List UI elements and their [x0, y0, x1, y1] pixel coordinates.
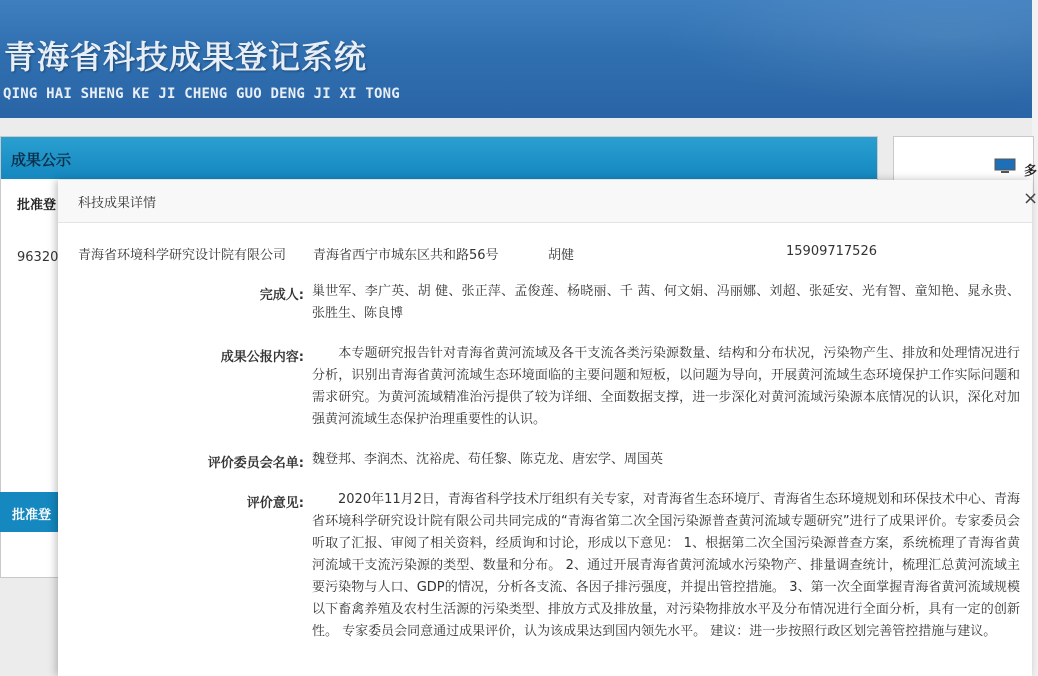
field-value-committee: 魏登邦、李润杰、沈裕虎、苟任黎、陈克龙、唐宏学、周国英 — [312, 452, 664, 467]
results-panel-title: 成果公示 — [11, 151, 72, 169]
results-panel-header — [1, 137, 877, 179]
system-title-pinyin: QING HAI SHENG KE JI CHENG GUO DENG JI XI TONG — [3, 86, 400, 102]
column-header: 批准登 — [17, 198, 57, 213]
organization-name: 青海省环境科学研究设计院有限公司 — [78, 248, 287, 263]
side-panel-label: 多 — [1024, 164, 1038, 179]
field-value-bulletin: 本专题研究报告针对青海省黄河流域及各干支流各类污染源数量、结构和分布状况，污染物产生、排放和处理情况进行分析，识别出青海省黄河流域生态环境面临的主要问题和短板，以问题为导向，开展黄河流域生态环境保护工作实际问题和需求研究。为黄河流域精准治污提供了较为详细、全面数据支撑，进一步深化对黄河流域污染源本底情况的认识，深化对加强黄河流域生态保护治理重要性的认识。 — [312, 346, 1020, 427]
bottom-section-label: 批准登 — [12, 508, 52, 523]
contact-phone: 15909717526 — [786, 244, 877, 259]
field-label-completers: 完成人: — [259, 288, 304, 303]
field-label-evaluation: 评价意见: — [246, 496, 304, 511]
system-title: 青海省科技成果登记系统 — [4, 38, 368, 76]
detail-modal — [58, 180, 1038, 676]
table-cell-number[interactable]: 96320 — [17, 250, 59, 265]
contact-person: 胡健 — [548, 248, 575, 263]
field-label-committee: 评价委员会名单: — [207, 456, 304, 471]
field-value-evaluation: 2020年11月2日，青海省科学技术厅组织有关专家，对青海省生态环境厅、青海省生态环境规划和环保技术中心、青海省环境科学研究设计院有限公司共同完成的“青海省第二次全国污染源普查黄河流域专题研究”进行了成果评价。专家委员会听取了汇报、审阅了相关资料，经质询和讨论，形成以下意见： 1、根据第二次全国污染源普查方案，系统梳理了青海省黄河流域干支流污染源的类型、数量和分布。 2、通过开展青海省黄河流域水污染物产、排量调查统计，梳理汇总黄河流域主要污染物与人口、GDP的情况，分析各支流、各因子排污强度，并提出管控措施。 3、第一次全面掌握青海省黄河流域规模以下畜禽养殖及农村生活源的污染类型、排放方式及排放量，对污染物排放水平及分布情况进行全面分析，具有一定的创新性。 专家委员会同意通过成果评价，认为该成果达到国内领先水平。 建议：进一步按照行政区划完善管控措施与建议。 — [312, 492, 1020, 639]
modal-title: 科技成果详情 — [78, 196, 157, 211]
monitor-icon — [994, 158, 1016, 174]
field-label-bulletin: 成果公报内容: — [220, 350, 304, 365]
header-banner — [0, 0, 1032, 118]
bottom-section-bar — [0, 492, 58, 532]
modal-title-bar — [58, 180, 1038, 223]
close-icon[interactable]: × — [1023, 188, 1038, 209]
field-value-completers: 巢世军、李广英、胡 健、张正萍、孟俊莲、杨晓丽、千 茜、何文娟、冯丽娜、刘超、张延安、光有智、童知艳、晁永贵、张胜生、陈良博 — [312, 284, 1020, 321]
organization-address: 青海省西宁市城东区共和路56号 — [313, 248, 499, 263]
